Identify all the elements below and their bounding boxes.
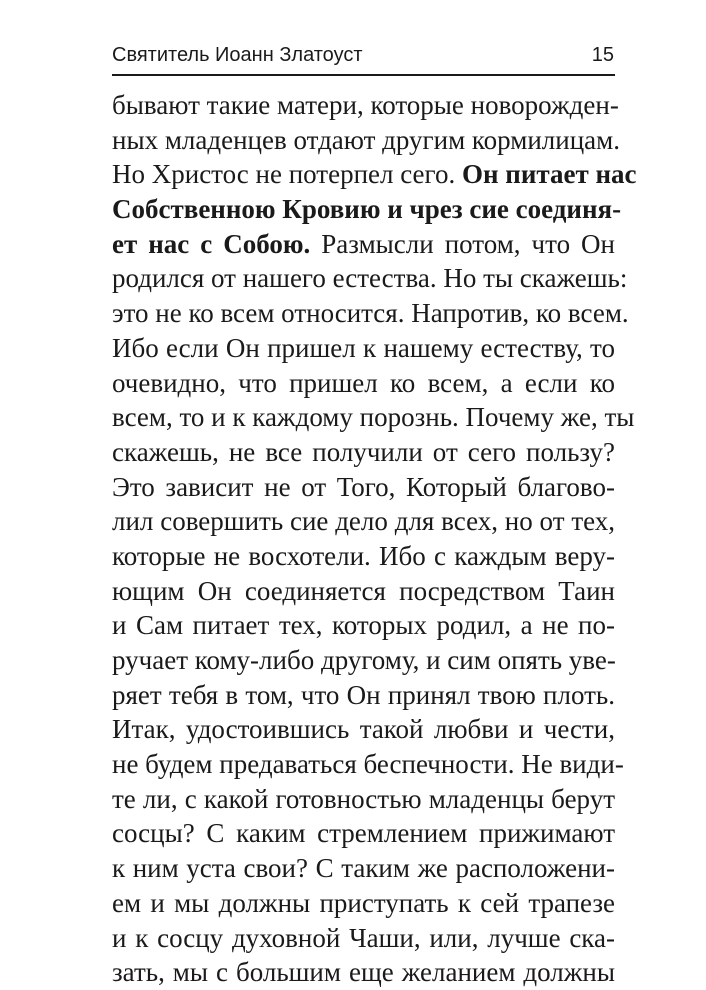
text-line-14: которые не восхотели. Ибо с каждым веру- xyxy=(112,540,615,571)
running-head-title: Святитель Иоанн Златоуст xyxy=(112,44,363,66)
text-line-16: и Сам питает тех, которых родил, а не по- xyxy=(112,610,615,641)
text-line-8: Ибо если Он пришел к нашему естеству, то xyxy=(112,332,615,363)
text-line-1: бывают такие матери, которые новорожден- xyxy=(112,90,619,120)
text-line-24: ем и мы должны приступать к сей трапезе xyxy=(112,887,615,918)
header-rule xyxy=(112,74,615,76)
text-line-2: ных младенцев отдают другим кормилицам. xyxy=(112,124,620,155)
running-head xyxy=(112,44,614,72)
text-line-10: всем, то и к каждому порознь. Почему же, ты xyxy=(112,402,635,433)
text-line-25: и к сосцу духовной Чаши, или, лучше ска- xyxy=(112,922,615,953)
text-line-5 xyxy=(112,227,615,262)
text-line-17: ручает кому-либо другому, и сим опять уве- xyxy=(112,645,616,675)
text-line-12: Это зависит не от Того, Который благово- xyxy=(112,471,615,502)
text-line-4-bold: Собственною Кровию и чрез сие соединя- xyxy=(112,194,622,225)
text-line-15: ющим Он соединяется посредством Таин xyxy=(112,575,615,606)
text-line-9: очевидно, что пришел ко всем, а если ко xyxy=(112,367,615,398)
text-line-3 xyxy=(112,157,637,192)
text-line-6: родился от нашего естества. Но ты скажешь: xyxy=(112,263,628,294)
text-line-18: ряет тебя в том, что Он принял твою плоть. xyxy=(112,679,615,710)
text-line-3-regular: Но Христос не потерпел сего. xyxy=(112,159,456,190)
page-number: 15 xyxy=(591,44,614,66)
text-line-7: это не ко всем относится. Напротив, ко всем. xyxy=(112,298,629,329)
text-line-21: те ли, с какой готовностью младенцы берут xyxy=(112,783,615,814)
text-line-26: зать, мы с большим еще желанием должны xyxy=(112,957,615,988)
text-line-5-bold: ет нас с Собою. xyxy=(112,228,311,259)
text-line-22: сосцы? С каким стремлением прижимают xyxy=(112,818,615,849)
text-line-13: лил совершить сие дело для всех, но от тех, xyxy=(112,506,615,537)
text-line-5-regular: Размысли потом, что Он xyxy=(321,228,616,259)
text-line-20: не будем предаваться беспечности. Не види- xyxy=(112,749,624,780)
text-line-11: скажешь, не все получили от сего пользу? xyxy=(112,436,615,467)
text-line-19: Итак, удостоившись такой любви и чести, xyxy=(112,714,615,745)
body-text xyxy=(112,88,637,990)
text-line-3-bold: Он питает нас xyxy=(461,159,637,190)
text-line-23: к ним уста свои? С таким же расположени- xyxy=(112,853,615,884)
